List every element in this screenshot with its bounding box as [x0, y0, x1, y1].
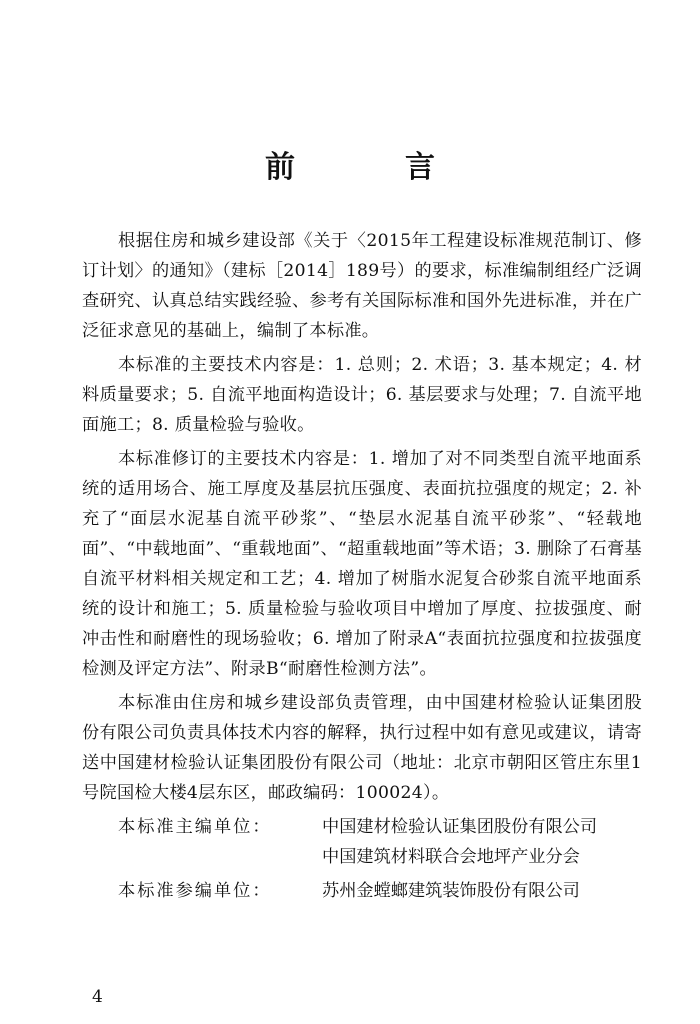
unit-label: 本标准主编单位： — [118, 817, 272, 837]
paragraph-management: 本标准由住房和城乡建设部负责管理，由中国建材检验认证集团股份有限公司负责具体技术内容的解释，执行过程中如有意见或建议，请寄送中国建材检验认证集团股份有限公司（地址：北京市朝阳区管庄东里1号院国检大楼4层东区，邮政编码：100024）。 — [82, 693, 642, 803]
unit-name: 中国建筑材料联合会地坪产业分会 — [322, 847, 580, 867]
paragraph-background: 根据住房和城乡建设部《关于〈2015年工程建设标准规范制订、修订计划〉的通知》（建标［2014］189号）的要求，标准编制组经广泛调查研究、认真总结实践经验、参考有关国际标准和国外先进标准，并在广泛征求意见的基础上，编制了本标准。 — [82, 231, 642, 341]
page-number: 4 — [92, 987, 103, 1007]
unit-name: 中国建材检验认证集团股份有限公司 — [322, 817, 598, 837]
unit-label: 本标准参编单位： — [118, 881, 272, 901]
page-title: 前 言 — [265, 150, 475, 185]
paragraph-revision-contents: 本标准修订的主要技术内容是：1. 增加了对不同类型自流平地面系统的适用场合、施工厚度及基层抗压强度、表面抗拉强度的规定；2. 补充了“面层水泥基自流平砂浆”、“垫层水泥基自流平砂浆”、“轻载地面”、“中载地面”、“重载地面”、“超重载地面”等术语；3. 删除了石膏基自流平材料相关规定和工艺；4. 增加了树脂水泥复合砂浆自流平地面系统的设计和施工；5. 质量检验与验收项目中增加了厚度、拉拔强度、耐冲击性和耐磨性的现场验收；6. 增加了附录A“表面抗拉强度和拉拔强度检测及评定方法”、附录B“耐磨性检测方法”。 — [82, 449, 642, 679]
unit-name: 苏州金螳螂建筑装饰股份有限公司 — [322, 881, 580, 901]
unit-name-list — [322, 876, 580, 906]
preface-body — [82, 226, 642, 906]
chief-editing-units — [82, 812, 642, 872]
participating-units — [82, 876, 642, 906]
unit-name-list — [322, 812, 597, 872]
paragraph-main-contents: 本标准的主要技术内容是：1. 总则；2. 术语；3. 基本规定；4. 材料质量要求；5. 自流平地面构造设计；6. 基层要求与处理；7. 自流平地面施工；8. 质量检验与验收。 — [82, 355, 642, 435]
